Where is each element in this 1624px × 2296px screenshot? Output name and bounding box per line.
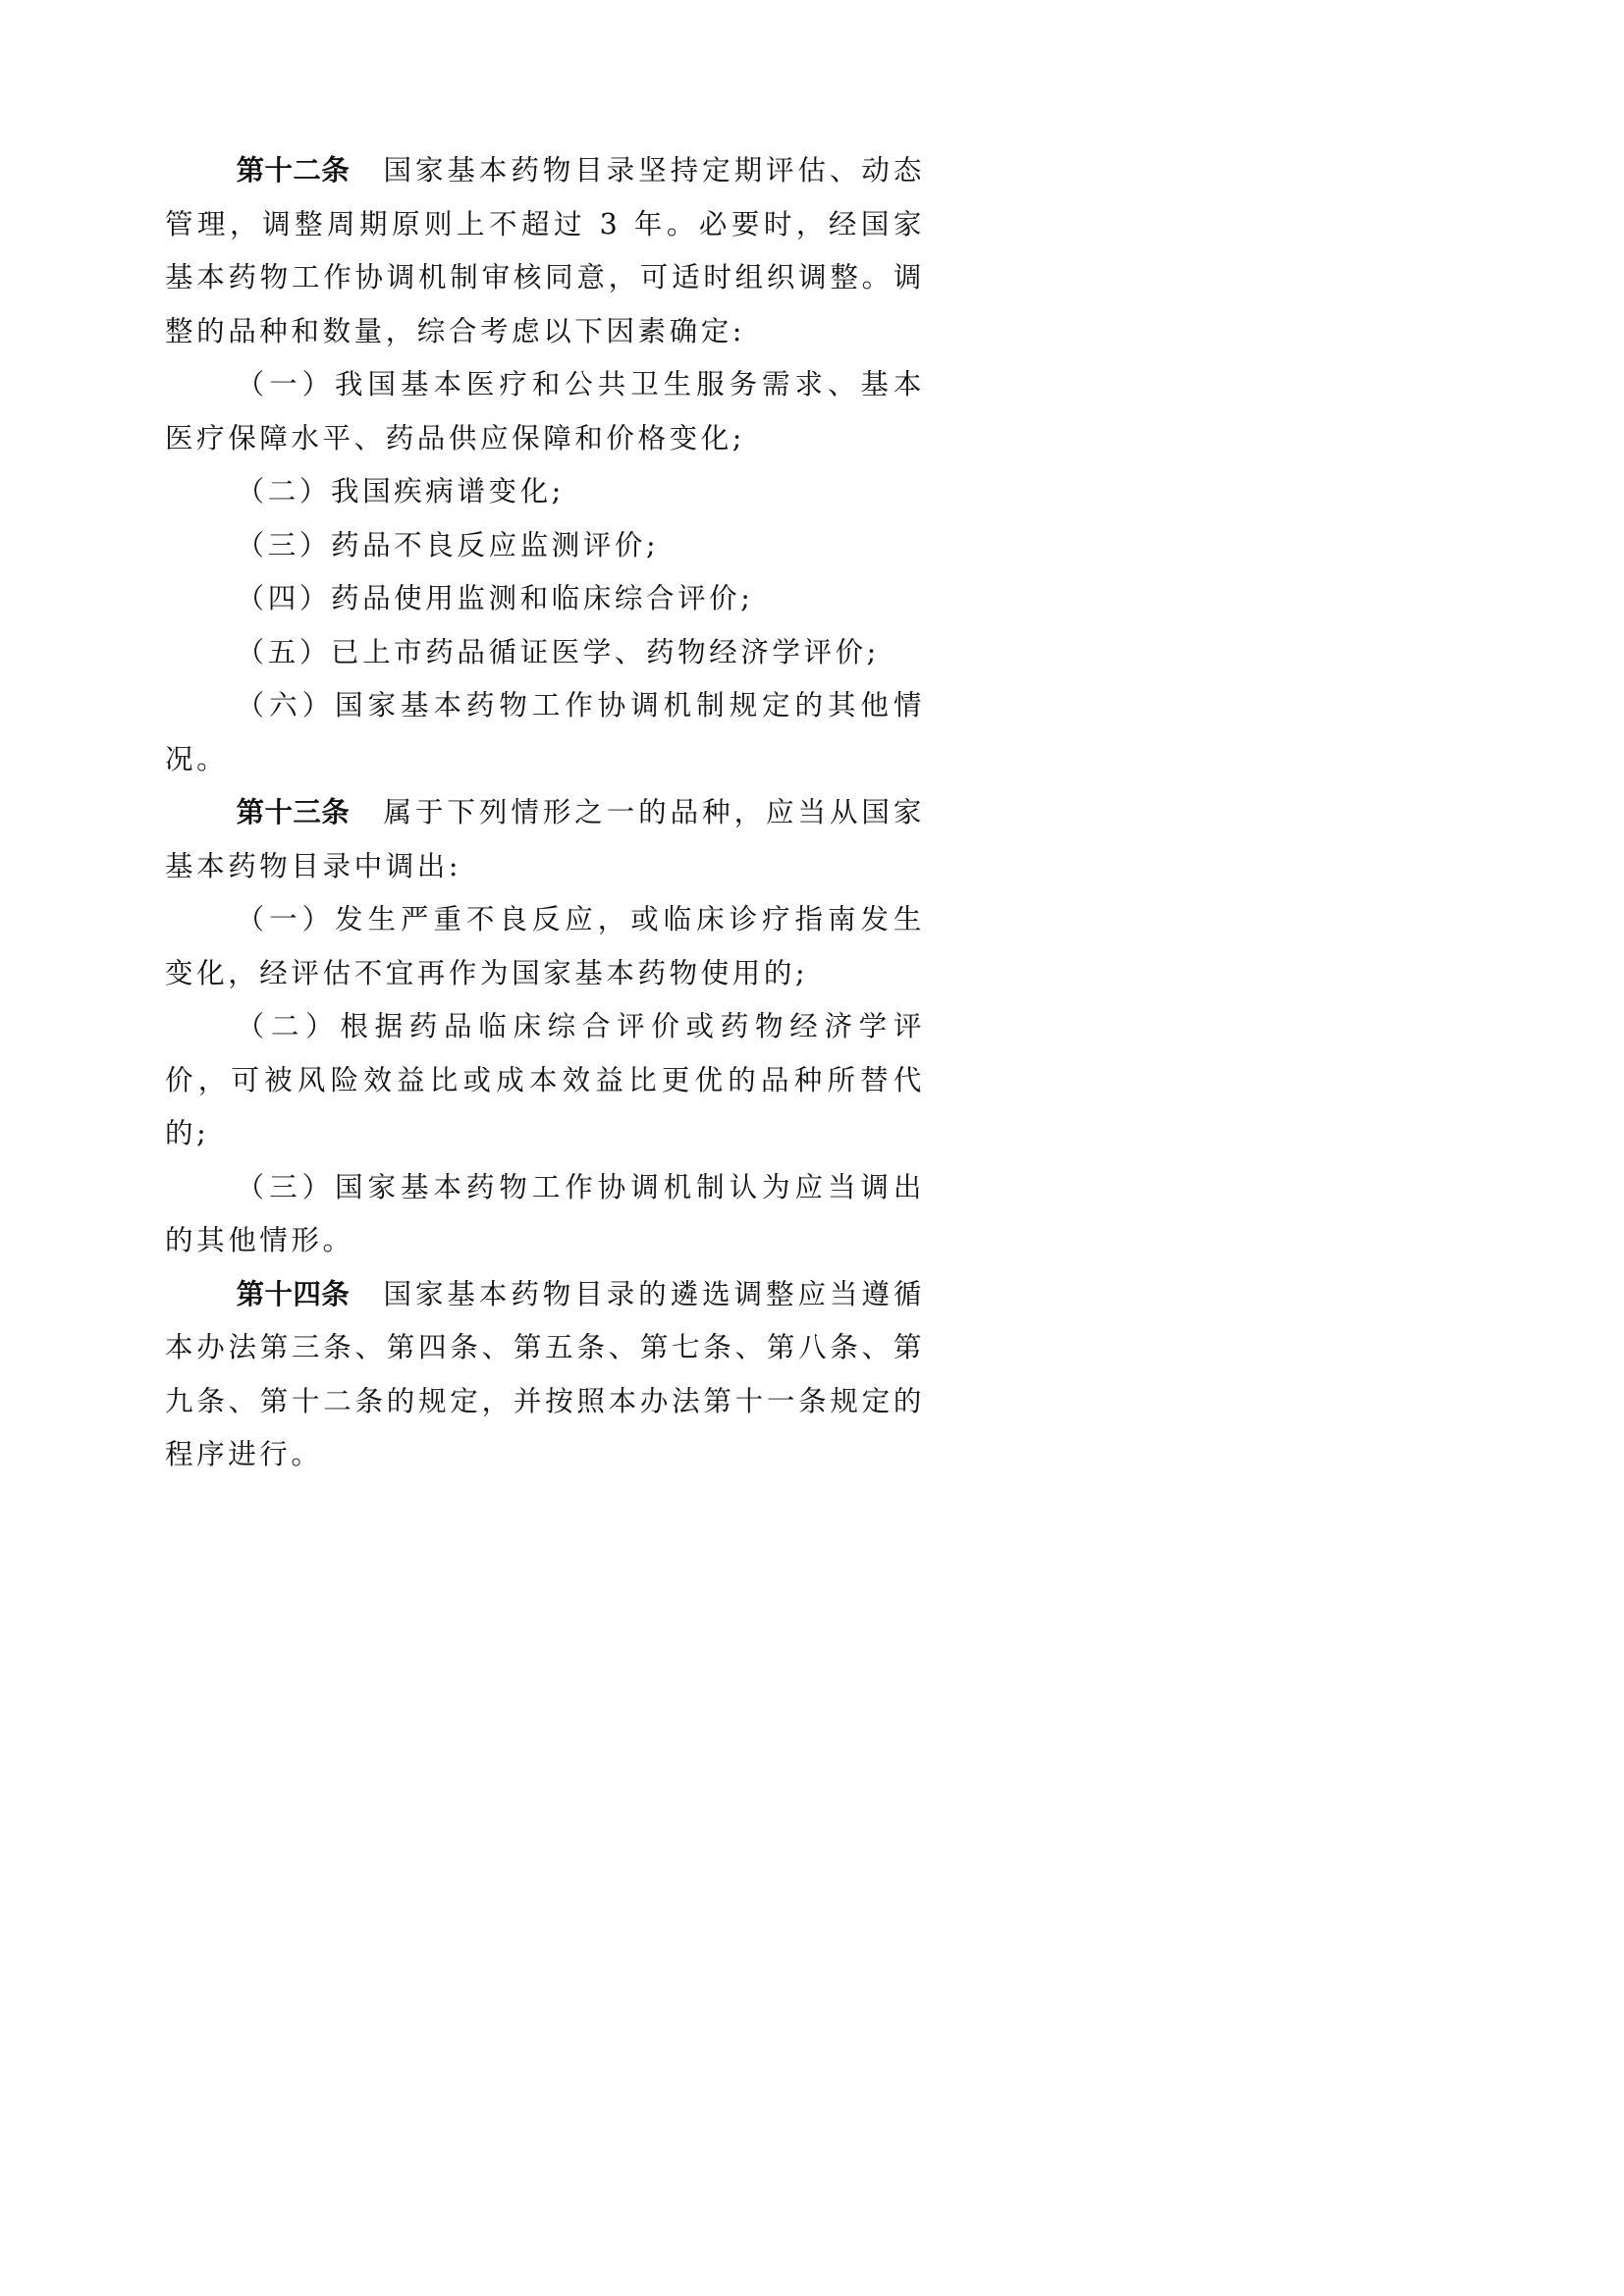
article-14-text: 国家基本药物目录的遴选调整应当遵循本办法第三条、第四条、第五条、第七条、第八条、第九条、第十二条的规定，并按照本办法第十一条规定的程序进行。 [165, 1277, 925, 1470]
article-13-text: 属于下列情形之一的品种，应当从国家基本药物目录中调出: [165, 796, 925, 882]
article-14-number: 第十四条 [236, 1277, 351, 1310]
article-12-text: 国家基本药物目录坚持定期评估、动态管理，调整周期原则上不超过 3 年。必要时，经国家基本药物工作协调机制审核同意，可适时组织调整。调整的品种和数量，综合考虑以下因素确定: [165, 154, 925, 347]
article-12-item-5: （五）已上市药品循证医学、药物经济学评价; [236, 635, 880, 668]
article-12-paragraph [165, 144, 925, 358]
article-12-number: 第十二条 [236, 154, 351, 187]
document-page [0, 0, 1083, 1531]
article-13-item-3: （三）国家基本药物工作协调机制认为应当调出的其他情形。 [165, 1170, 925, 1256]
article-12-item-2: （二）我国疾病谱变化; [236, 475, 565, 507]
article-13-item-1: （一）发生严重不良反应，或临床诊疗指南发生变化，经评估不宜再作为国家基本药物使用的; [165, 903, 925, 989]
article-12-item-3: （三）药品不良反应监测评价; [236, 528, 660, 561]
article-12-item-6: （六）国家基本药物工作协调机制规定的其他情况。 [165, 689, 925, 775]
article-12-item-1: （一）我国基本医疗和公共卫生服务需求、基本医疗保障水平、药品供应保障和价格变化; [165, 368, 925, 454]
article-13-paragraph [165, 786, 925, 893]
document-body [165, 144, 925, 1482]
article-14-paragraph [165, 1268, 925, 1482]
article-12-item-4: （四）药品使用监测和临床综合评价; [236, 582, 754, 614]
article-13-item-2: （二）根据药品临床综合评价或药物经济学评价，可被风险效益比或成本效益比更优的品种所替代的; [165, 1010, 925, 1149]
article-13-number: 第十三条 [236, 796, 351, 828]
